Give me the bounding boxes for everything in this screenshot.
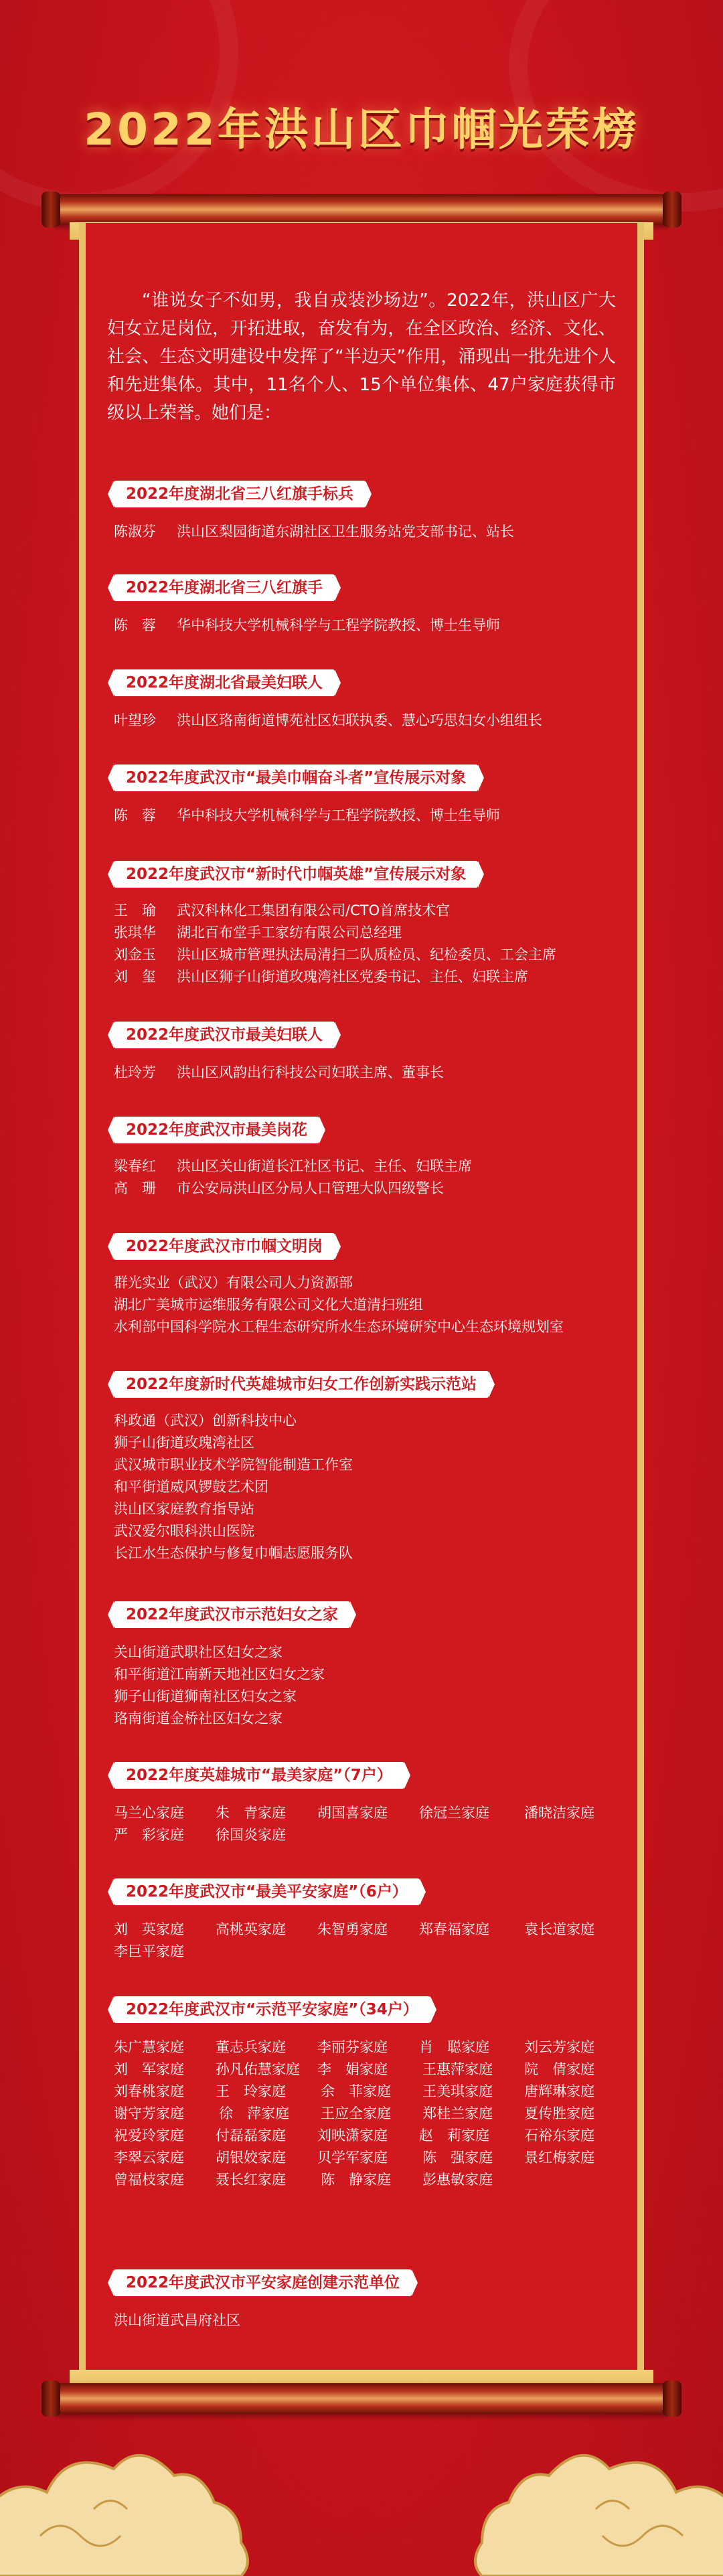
honoree-item (114, 521, 636, 543)
family-item: 赵 莉家庭 (419, 2127, 489, 2144)
unit-list (114, 1272, 636, 1338)
section-heading: 2022年度新时代英雄城市妇女工作创新实践示范站 (114, 1371, 489, 1398)
honoree-name: 张琪华 (114, 924, 156, 941)
unit-item: 群光实业（武汉）有限公司人力资源部 (114, 1275, 353, 1291)
section-heading: 2022年度武汉市巾帼文明岗 (114, 1233, 335, 1260)
honoree-list (114, 521, 636, 543)
rod-cap (42, 191, 60, 228)
honoree-item (114, 615, 636, 637)
family-grid (114, 2036, 636, 2191)
unit-item: 珞南街道金桥社区妇女之家 (114, 1710, 283, 1726)
family-item: 徐冠兰家庭 (419, 1805, 489, 1821)
family-item: 王惠萍家庭 (422, 2061, 493, 2077)
unit-item: 湖北广美城市运维服务有限公司文化大道清扫班组 (114, 1297, 423, 1313)
family-item: 郑桂兰家庭 (422, 2105, 493, 2121)
honoree-desc: 武汉科林化工集团有限公司/CTO首席技术官 (177, 902, 451, 918)
unit-item: 洪山区家庭教育指导站 (114, 1501, 254, 1517)
honoree-name: 叶望珍 (114, 712, 156, 728)
family-item: 朱 青家庭 (216, 1805, 286, 1821)
family-item: 谢守芳家庭 (114, 2105, 184, 2121)
honoree-item (114, 922, 636, 944)
unit-list (114, 1410, 636, 1564)
family-item: 高桃英家庭 (216, 1921, 286, 1937)
section-heading: 2022年度湖北省三八红旗手标兵 (114, 481, 366, 507)
unit-item: 洪山街道武昌府社区 (114, 2312, 240, 2328)
family-item: 刘云芳家庭 (524, 2039, 595, 2055)
honoree-name: 刘金玉 (114, 947, 156, 963)
unit-item: 关山街道武职社区妇女之家 (114, 1644, 283, 1660)
unit-item: 长江水生态保护与修复巾帼志愿服务队 (114, 1545, 353, 1561)
family-item: 朱智勇家庭 (317, 1921, 388, 1937)
family-item: 李巨平家庭 (114, 1943, 184, 1959)
honoree-name: 陈 蓉 (114, 807, 156, 823)
honoree-item (114, 805, 636, 827)
family-item: 刘春桃家庭 (114, 2083, 184, 2099)
honoree-list (114, 900, 636, 988)
family-item: 董志兵家庭 (216, 2039, 286, 2055)
honoree-desc: 洪山区狮子山街道玫瑰湾社区党委书记、主任、妇联主席 (177, 969, 528, 985)
family-item: 曾福枝家庭 (114, 2172, 184, 2188)
unit-list (114, 2310, 636, 2332)
family-item: 肖 聪家庭 (419, 2039, 489, 2055)
family-item: 彭惠敏家庭 (422, 2172, 493, 2188)
honoree-list (114, 1155, 636, 1200)
section-heading: 2022年度湖北省最美妇联人 (114, 669, 335, 696)
honoree-name: 刘 玺 (114, 969, 156, 985)
honoree-item (114, 900, 636, 922)
section-heading: 2022年度英雄城市“最美家庭”（7户） (114, 1762, 404, 1789)
honoree-desc: 洪山区梨园街道东湖社区卫生服务站党支部书记、站长 (177, 524, 514, 540)
family-item: 院 倩家庭 (524, 2061, 595, 2077)
intro-paragraph: “谁说女子不如男，我自戎装沙场边”。2022年，洪山区广大妇女立足岗位，开拓进取，奋发有为，在全区政治、经济、文化、社会、生态文明建设中发挥了“半边天”作用，涌现出一批先进个人和先进集体。其中，11名个人、15个单位集体、47户家庭获得市级以上荣誉。她们是： (107, 291, 616, 423)
honoree-item (114, 1178, 636, 1200)
honoree-desc: 湖北百布堂手工家纺有限公司总经理 (177, 924, 402, 941)
section-heading: 2022年度湖北省三八红旗手 (114, 574, 335, 601)
family-item: 刘 英家庭 (114, 1921, 184, 1937)
family-item: 刘 军家庭 (114, 2061, 184, 2077)
unit-item: 狮子山街道玫瑰湾社区 (114, 1435, 254, 1451)
family-item: 夏传胜家庭 (524, 2105, 595, 2121)
honoree-name: 梁春红 (114, 1158, 156, 1174)
family-item: 胡银姣家庭 (216, 2150, 286, 2166)
section-heading: 2022年度武汉市“最美平安家庭”（6户） (114, 1878, 420, 1905)
family-item: 刘映潇家庭 (317, 2127, 388, 2144)
family-item: 祝爱玲家庭 (114, 2127, 184, 2144)
family-item: 李翠云家庭 (114, 2150, 184, 2166)
family-item: 潘晓洁家庭 (524, 1805, 595, 1821)
family-item: 孙凡佑慧家庭 (216, 2061, 300, 2077)
family-item: 聂长红家庭 (216, 2172, 286, 2188)
honoree-name: 陈 蓉 (114, 617, 156, 633)
cloud-decoration (0, 2375, 723, 2576)
unit-item: 武汉爱尔眼科洪山医院 (114, 1523, 254, 1539)
section-heading: 2022年度武汉市最美妇联人 (114, 1022, 335, 1048)
honoree-item (114, 944, 636, 966)
rod-cap (663, 191, 681, 228)
family-item: 唐辉琳家庭 (524, 2083, 595, 2099)
section-heading: 2022年度武汉市最美岗花 (114, 1117, 319, 1143)
honoree-item (114, 1062, 636, 1084)
unit-item: 武汉城市职业技术学院智能制造工作室 (114, 1457, 353, 1473)
family-item: 陈 静家庭 (321, 2172, 392, 2188)
honoree-name: 陈淑芬 (114, 524, 156, 540)
family-item: 徐国炎家庭 (216, 1827, 286, 1843)
unit-item: 和平街道威风锣鼓艺术团 (114, 1479, 268, 1495)
scroll-top-rod (54, 194, 669, 225)
honoree-list (114, 615, 636, 637)
family-item: 朱广慧家庭 (114, 2039, 184, 2055)
section-heading: 2022年度武汉市“示范平安家庭”（34户） (114, 1996, 430, 2023)
honoree-name: 杜玲芳 (114, 1064, 156, 1080)
family-item: 景红梅家庭 (524, 2150, 595, 2166)
honoree-desc: 洪山区珞南街道博苑社区妇联执委、慧心巧思妇女小组组长 (177, 712, 542, 728)
honoree-item (114, 966, 636, 988)
unit-item: 水利部中国科学院水工程生态研究所水生态环境研究中心生态环境规划室 (114, 1319, 564, 1335)
honoree-desc: 市公安局洪山区分局人口管理大队四级警长 (177, 1180, 444, 1196)
family-item: 王美琪家庭 (422, 2083, 493, 2099)
family-item: 贝学军家庭 (317, 2150, 388, 2166)
honoree-list (114, 710, 636, 732)
section-heading: 2022年度武汉市“最美巾帼奋斗者”宣传展示对象 (114, 764, 478, 791)
honoree-name: 高 珊 (114, 1180, 156, 1196)
family-item: 石裕东家庭 (524, 2127, 595, 2144)
family-item: 李 娟家庭 (317, 2061, 388, 2077)
honoree-desc: 华中科技大学机械科学与工程学院教授、博士生导师 (177, 807, 500, 823)
honoree-list (114, 805, 636, 827)
family-item: 陈 强家庭 (422, 2150, 493, 2166)
unit-item: 和平街道江南新天地社区妇女之家 (114, 1666, 325, 1682)
family-item: 马兰心家庭 (114, 1805, 184, 1821)
honoree-desc: 华中科技大学机械科学与工程学院教授、博士生导师 (177, 617, 500, 633)
family-item: 郑春福家庭 (419, 1921, 489, 1937)
section-heading: 2022年度武汉市“新时代巾帼英雄”宣传展示对象 (114, 861, 478, 888)
unit-item: 科政通（武汉）创新科技中心 (114, 1413, 297, 1429)
section-heading: 2022年度武汉市示范妇女之家 (114, 1601, 350, 1628)
family-item: 王应全家庭 (321, 2105, 392, 2121)
unit-item: 狮子山街道狮南社区妇女之家 (114, 1688, 297, 1704)
family-item: 余 菲家庭 (321, 2083, 392, 2099)
honoree-desc: 洪山区城市管理执法局清扫二队质检员、纪检委员、工会主席 (177, 947, 556, 963)
family-item: 李丽芬家庭 (317, 2039, 388, 2055)
honoree-desc: 洪山区风韵出行科技公司妇联主席、董事长 (177, 1064, 444, 1080)
honoree-name: 王 瑜 (114, 902, 156, 918)
family-item: 袁长道家庭 (524, 1921, 595, 1937)
section-heading: 2022年度武汉市平安家庭创建示范单位 (114, 2269, 412, 2296)
unit-list (114, 1641, 636, 1730)
family-item: 严 彩家庭 (114, 1827, 184, 1843)
family-item: 付磊磊家庭 (216, 2127, 286, 2144)
honoree-desc: 洪山区关山街道长江社区书记、主任、妇联主席 (177, 1158, 472, 1174)
family-item: 王 玲家庭 (216, 2083, 286, 2099)
honoree-item (114, 1155, 636, 1178)
honoree-item (114, 710, 636, 732)
family-item: 徐 萍家庭 (219, 2105, 290, 2121)
page-title: 2022年洪山区巾帼光荣榜 (84, 104, 639, 155)
honoree-list (114, 1062, 636, 1084)
family-grid (114, 1802, 636, 1846)
family-grid (114, 1919, 636, 1963)
family-item: 胡国喜家庭 (317, 1805, 388, 1821)
